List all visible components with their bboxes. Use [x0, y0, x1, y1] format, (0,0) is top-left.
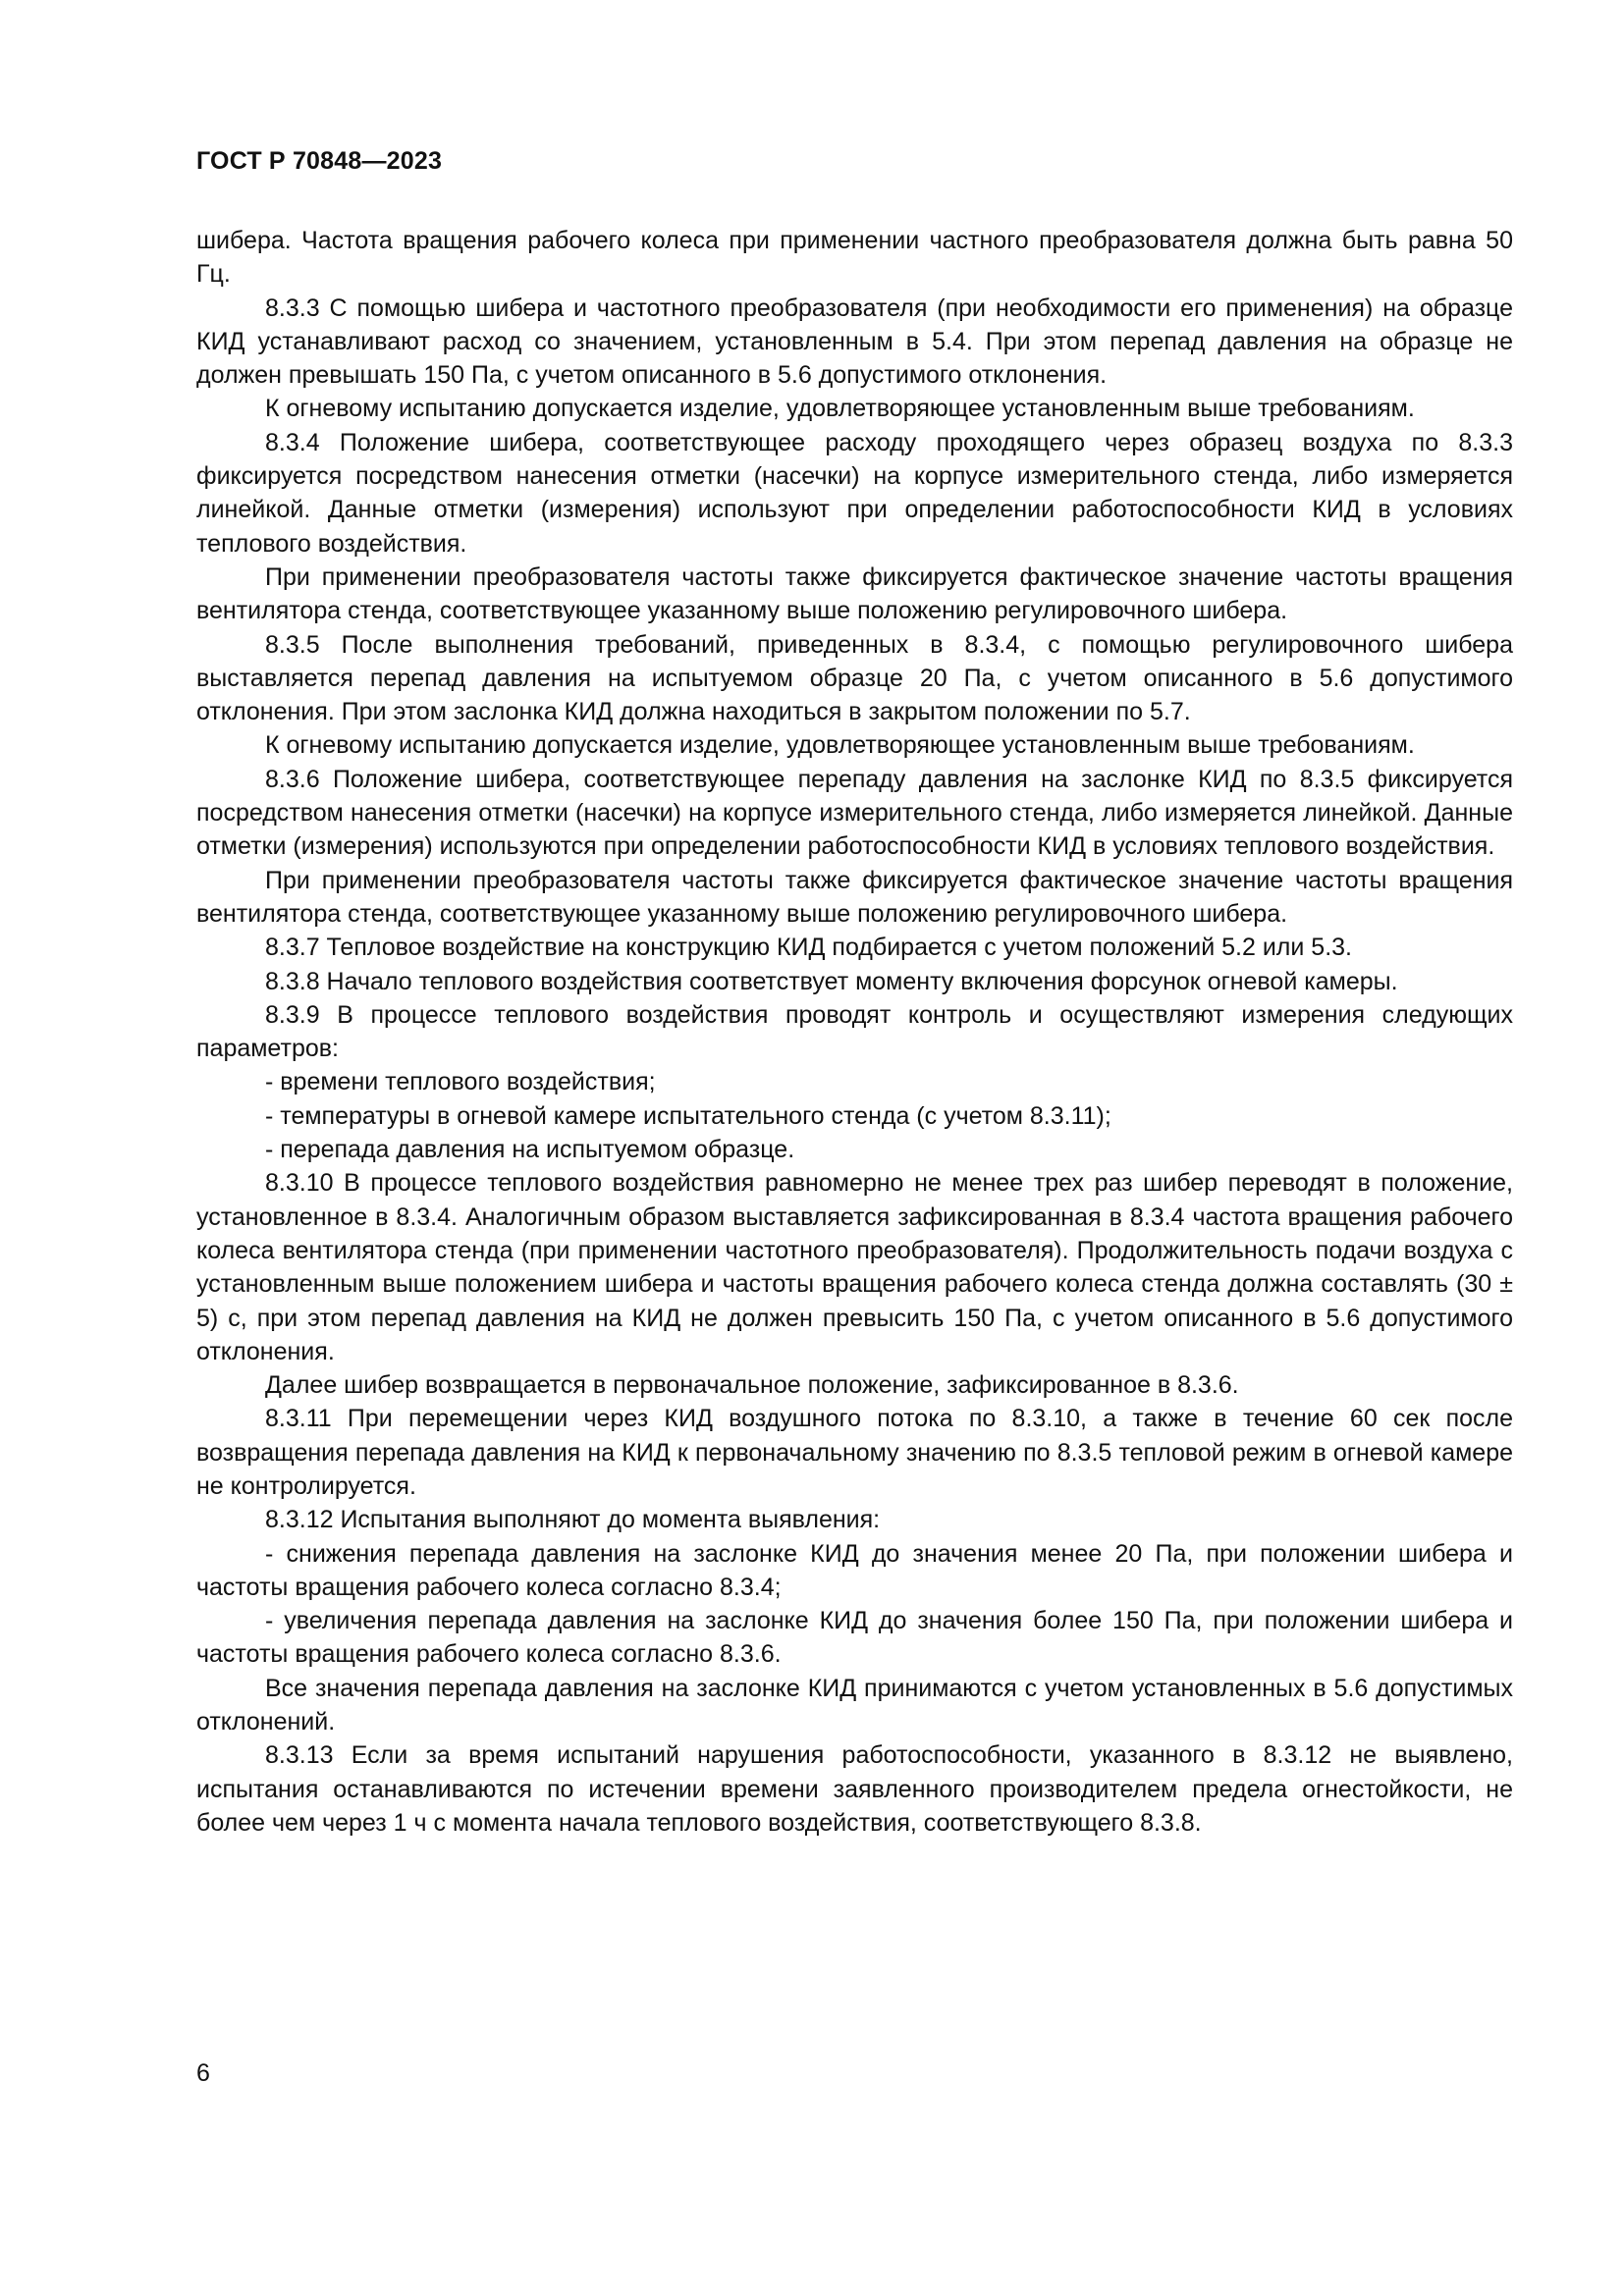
paragraph: 8.3.6 Положение шибера, соответствующее перепаду давления на заслонке КИД по 8.3.5 фиксируется посредством нанесения отметки (насечки) на корпусе измерительного стенда, либо измеряется линейкой. Данные отметки (измерения) используются при определении работоспособности КИД в условиях теплового воздействия.	[196, 765, 1513, 861]
paragraph: 8.3.8 Начало теплового воздействия соответствует моменту включения форсунок огневой камеры.	[265, 967, 1398, 995]
paragraph: При применении преобразователя частоты также фиксируется фактическое значение частоты вращения вентилятора стенда, соответствующее указанному выше положению регулировочного шибера.	[196, 866, 1513, 928]
document-header: ГОСТ Р 70848—2023	[196, 147, 443, 175]
paragraph: 8.3.5 После выполнения требований, приведенных в 8.3.4, с помощью регулировочного шибера выставляется перепад давления на испытуемом образце 20 Па, с учетом описанного в 5.6 допустимого отклонения. При этом заслонка КИД должна находиться в закрытом положении по 5.7.	[196, 630, 1513, 726]
paragraph: 8.3.3 С помощью шибера и частотного преобразователя (при необходимости его применения) на образце КИД устанавливают расход со значением, установленным в 5.4. При этом перепад давления на образце не должен превышать 150 Па, с учетом описанного в 5.6 допустимого отклонения.	[196, 294, 1513, 390]
paragraph: 8.3.12 Испытания выполняют до момента выявления:	[265, 1506, 881, 1534]
page-number: 6	[196, 2059, 210, 2087]
list-item: - снижения перепада давления на заслонке КИД до значения менее 20 Па, при положении шибера и частоты вращения рабочего колеса согласно 8.3.4;	[196, 1539, 1513, 1601]
paragraph: К огневому испытанию допускается изделие, удовлетворяющее установленным выше требованиям.	[265, 395, 1415, 423]
paragraph: Все значения перепада давления на заслонке КИД принимаются с учетом установленных в 5.6 допустимых отклонений.	[196, 1674, 1513, 1736]
list-item: - увеличения перепада давления на заслонке КИД до значения более 150 Па, при положении шибера и частоты вращения рабочего колеса согласно 8.3.6.	[196, 1607, 1513, 1669]
paragraph: шибера. Частота вращения рабочего колеса при применении частного преобразователя должна быть равна 50 Гц.	[196, 227, 1513, 289]
paragraph: 8.3.10 В процессе теплового воздействия равномерно не менее трех раз шибер переводят в положение, установленное в 8.3.4. Аналогичным образом выставляется зафиксированная в 8.3.4 частота вращения рабочего колеса вентилятора стенда (при применении частотного преобразователя). Продолжительность подачи воздуха с установленным выше положением шибера и частоты вращения рабочего колеса стенда должна составлять (30 ± 5) с, при этом перепад давления на КИД не должен превысить 150 Па, с учетом описанного в 5.6 допустимого отклонения.	[196, 1169, 1513, 1365]
list-item: - перепада давления на испытуемом образце.	[265, 1136, 795, 1164]
paragraph: 8.3.11 При перемещении через КИД воздушного потока по 8.3.10, а также в течение 60 сек после возвращения перепада давления на КИД к первоначальному значению по 8.3.5 тепловой режим в огневой камере не контролируется.	[196, 1405, 1513, 1500]
paragraph: К огневому испытанию допускается изделие, удовлетворяющее установленным выше требованиям.	[265, 731, 1415, 760]
list-item: - времени теплового воздействия;	[265, 1068, 656, 1096]
paragraph: Далее шибер возвращается в первоначальное положение, зафиксированное в 8.3.6.	[265, 1371, 1239, 1400]
paragraph: При применении преобразователя частоты также фиксируется фактическое значение частоты вращения вентилятора стенда, соответствующее указанному выше положению регулировочного шибера.	[196, 562, 1513, 625]
list-item: - температуры в огневой камере испытательного стенда (с учетом 8.3.11);	[265, 1101, 1111, 1130]
document-body	[196, 224, 1513, 1840]
paragraph: 8.3.4 Положение шибера, соответствующее расходу проходящего через образец воздуха по 8.3.3 фиксируется посредством нанесения отметки (насечки) на корпусе измерительного стенда, либо измеряется линейкой. Данные отметки (измерения) используют при определении работоспособности КИД в условиях теплового воздействия.	[196, 428, 1513, 558]
paragraph: 8.3.9 В процессе теплового воздействия проводят контроль и осуществляют измерения следующих параметров:	[196, 1000, 1513, 1063]
paragraph: 8.3.7 Тепловое воздействие на конструкцию КИД подбирается с учетом положений 5.2 или 5.3.	[265, 934, 1353, 962]
paragraph: 8.3.13 Если за время испытаний нарушения работоспособности, указанного в 8.3.12 не выявлено, испытания останавливаются по истечении времени заявленного производителем предела огнестойкости, не более чем через 1 ч с момента начала теплового воздействия, соответствующего 8.3.8.	[196, 1741, 1513, 1837]
